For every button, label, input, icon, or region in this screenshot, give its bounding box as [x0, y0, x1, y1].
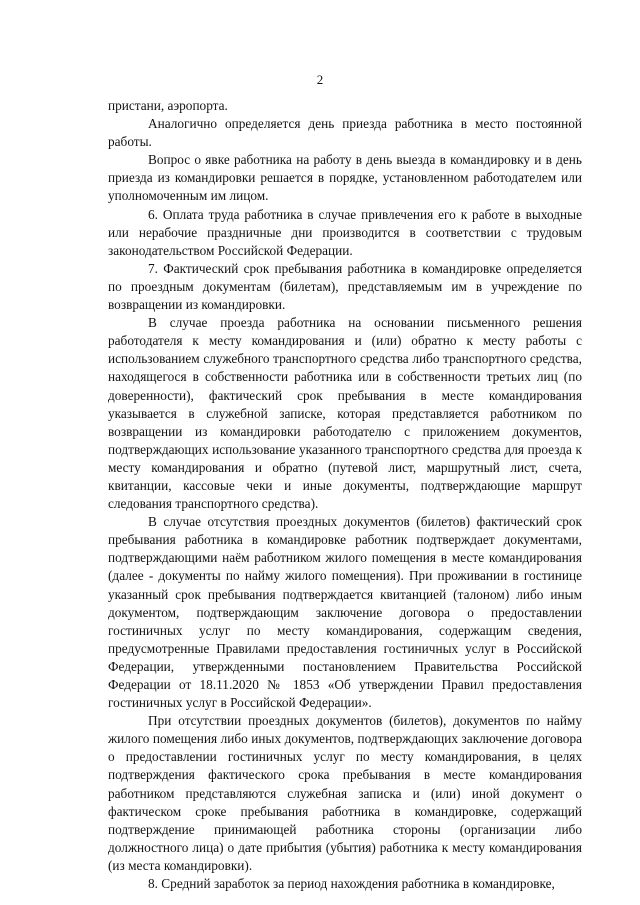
paragraph-continuation: пристани, аэропорта.	[108, 98, 228, 113]
paragraph-vehicle-travel: В случае проезда работника на основании письменного решения работодателя к месту командирования и (или) обратно к месту работы с использованием служебного транспортного средства либо транспортного средства, находящегося в собственности работника или в собственности третьих лиц (по доверенности), фактический срок пребывания в месте командирования указывается в служебной записке, которая представляется работником по возвращении из командировки работодателю с приложением документов, подтверждающих использование указанного транспортного средства для проезда к месту командирования и обратно (путевой лист, маршрутный лист, счета, квитанции, кассовые чеки и иные документы, подтверждающие маршрут следования транспортного средства).	[108, 315, 582, 512]
paragraph-no-documents: При отсутствии проездных документов (билетов), документов по найму жилого помещения либо иных документов, подтверждающих заключение договора о предоставлении гостиничных услуг по месту командирования, в целях подтверждения фактического срока пребывания в месте командирования работником представляются служебная записка и (или) иной документ о фактическом сроке пребывания работника в командировке, содержащий подтверждение принимающей работника стороны (организации либо должностного лица) о дате прибытия (убытия) работника к месту командирования (из места командировки).	[108, 713, 582, 873]
paragraph-item-8: 8. Средний заработок за период нахождения работника в командировке,	[148, 876, 555, 892]
paragraph-return-day: Аналогично определяется день приезда работника в место постоянной работы.	[108, 116, 582, 150]
paragraph-missing-tickets: В случае отсутствия проездных документов (билетов) фактический срок пребывания работника в командировке работник подтверждает документами, подтверждающими наём работником жилого помещения в месте командирования (далее - документы по найму жилого помещения). При проживании в гостинице указанный срок пребывания подтверждается квитанцией (талоном) либо иным документом, подтверждающим заключение договора о предоставлении гостиничных услуг по месту командирования, содержащим сведения, предусмотренные Правилами предоставления гостиничных услуг в Российской Федерации, утвержденными постановлением Правительства Российской Федерации от 18.11.2020 № 1853 «Об утверждении Правил предоставления гостиничных услуг в Российской Федерации».	[108, 514, 582, 711]
paragraph-attendance-question: Вопрос о явке работника на работу в день выезда в командировку и в день приезда из командировки решается в порядке, установленном работодателем или уполномоченным им лицом.	[108, 152, 582, 204]
paragraph-item-6: 6. Оплата труда работника в случае привлечения его к работе в выходные или нерабочие праздничные дни производится в соответствии с трудовым законодательством Российской Федерации.	[108, 206, 582, 258]
paragraph-item-7: 7. Фактический срок пребывания работника в командировке определяется по проездным документам (билетам), представляемым им в учреждение по возвращении из командировки.	[108, 260, 582, 313]
document-body	[108, 97, 582, 893]
page-number: 2	[316, 72, 324, 87]
